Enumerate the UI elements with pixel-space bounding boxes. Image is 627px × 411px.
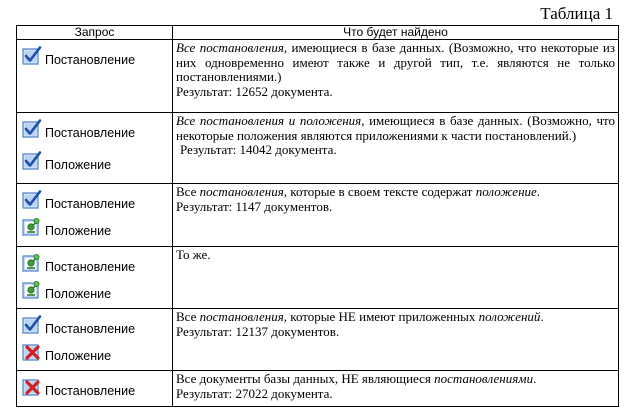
checked-box-icon — [21, 189, 43, 211]
result-count: Результат: 12137 документов. — [176, 323, 340, 339]
description-text: То же. — [176, 247, 211, 262]
query-item — [21, 189, 135, 211]
description-cell — [173, 371, 619, 407]
description-text: . — [536, 184, 541, 199]
query-item — [21, 150, 111, 172]
result-count: Результат: 12652 документа. — [176, 83, 333, 99]
emphasized-term: положений — [478, 309, 541, 324]
query-item-label: Положение — [45, 287, 112, 301]
query-item-label: Постановление — [45, 322, 136, 336]
emphasized-term: Все постановления — [176, 40, 284, 55]
table-row — [17, 247, 619, 309]
query-item — [21, 279, 111, 301]
emphasized-term: постановления — [199, 309, 284, 324]
query-item — [21, 314, 135, 336]
description-text: . — [540, 309, 544, 324]
table-row — [17, 371, 619, 407]
description-cell — [173, 113, 619, 184]
query-item-label: Постановление — [45, 53, 136, 67]
result-count: Результат: 14042 документа. — [180, 142, 337, 158]
description-text: . — [533, 371, 537, 386]
table-caption: Таблица 1 — [540, 4, 613, 23]
header-row — [17, 26, 619, 40]
description-text: Все — [176, 184, 200, 199]
query-item — [21, 252, 135, 274]
checked-box-icon — [21, 314, 43, 336]
description-cell — [173, 309, 619, 371]
description-text: Все — [176, 309, 200, 324]
table-row — [17, 113, 619, 184]
header-query: Запрос — [17, 26, 173, 40]
emphasized-term: постановления — [199, 184, 284, 199]
query-cell — [17, 309, 173, 371]
description-text: , имеющиеся в базе данных. (Возможно, что некоторые из них одновременно имеют также и другой тип, т.е. являются не только постановлениями.) — [176, 40, 615, 85]
checked-box-icon — [21, 150, 43, 172]
query-item — [21, 118, 135, 140]
excluded-cross-icon — [21, 376, 43, 398]
result-count: Результат: 27022 документа. — [176, 385, 333, 401]
query-item — [21, 376, 135, 398]
emphasized-term: постановлениями — [434, 371, 534, 386]
query-item-label: Постановление — [45, 197, 136, 211]
description-text: , которые в своем тексте содержат — [283, 184, 476, 199]
checked-box-icon — [21, 118, 43, 140]
description-cell — [173, 247, 619, 309]
table-row — [17, 40, 619, 113]
query-table — [16, 25, 619, 407]
emphasized-term: Все постановления и положения — [176, 113, 362, 128]
related-link-icon — [21, 252, 43, 274]
table-row — [17, 309, 619, 371]
excluded-cross-icon — [21, 341, 43, 363]
query-item — [21, 45, 135, 67]
query-item-label: Постановление — [45, 384, 136, 398]
description-cell — [173, 184, 619, 247]
query-cell — [17, 247, 173, 309]
description-text: , которые НЕ имеют приложенных — [283, 309, 479, 324]
query-item-label: Положение — [45, 349, 112, 363]
query-item-label: Положение — [45, 158, 112, 172]
result-count: Результат: 1147 документов. — [176, 198, 333, 214]
related-link-icon — [21, 279, 43, 301]
query-item — [21, 216, 111, 238]
emphasized-term: положение — [475, 184, 537, 199]
query-item-label: Постановление — [45, 260, 136, 274]
query-cell — [17, 40, 173, 113]
query-cell — [17, 371, 173, 407]
table-row — [17, 184, 619, 247]
query-cell — [17, 184, 173, 247]
query-item-label: Положение — [45, 224, 112, 238]
description-cell — [173, 40, 619, 113]
query-cell — [17, 113, 173, 184]
checked-box-icon — [21, 45, 43, 67]
description-text: , имеющиеся в базе данных. (Возможно, что некоторые положения являются приложениями к части постановлений.) — [176, 113, 615, 143]
header-result: Что будет найдено — [173, 26, 619, 40]
query-item — [21, 341, 111, 363]
query-item-label: Постановление — [45, 126, 136, 140]
description-text: Все документы базы данных, НЕ являющиеся — [176, 371, 435, 386]
related-link-icon — [21, 216, 43, 238]
